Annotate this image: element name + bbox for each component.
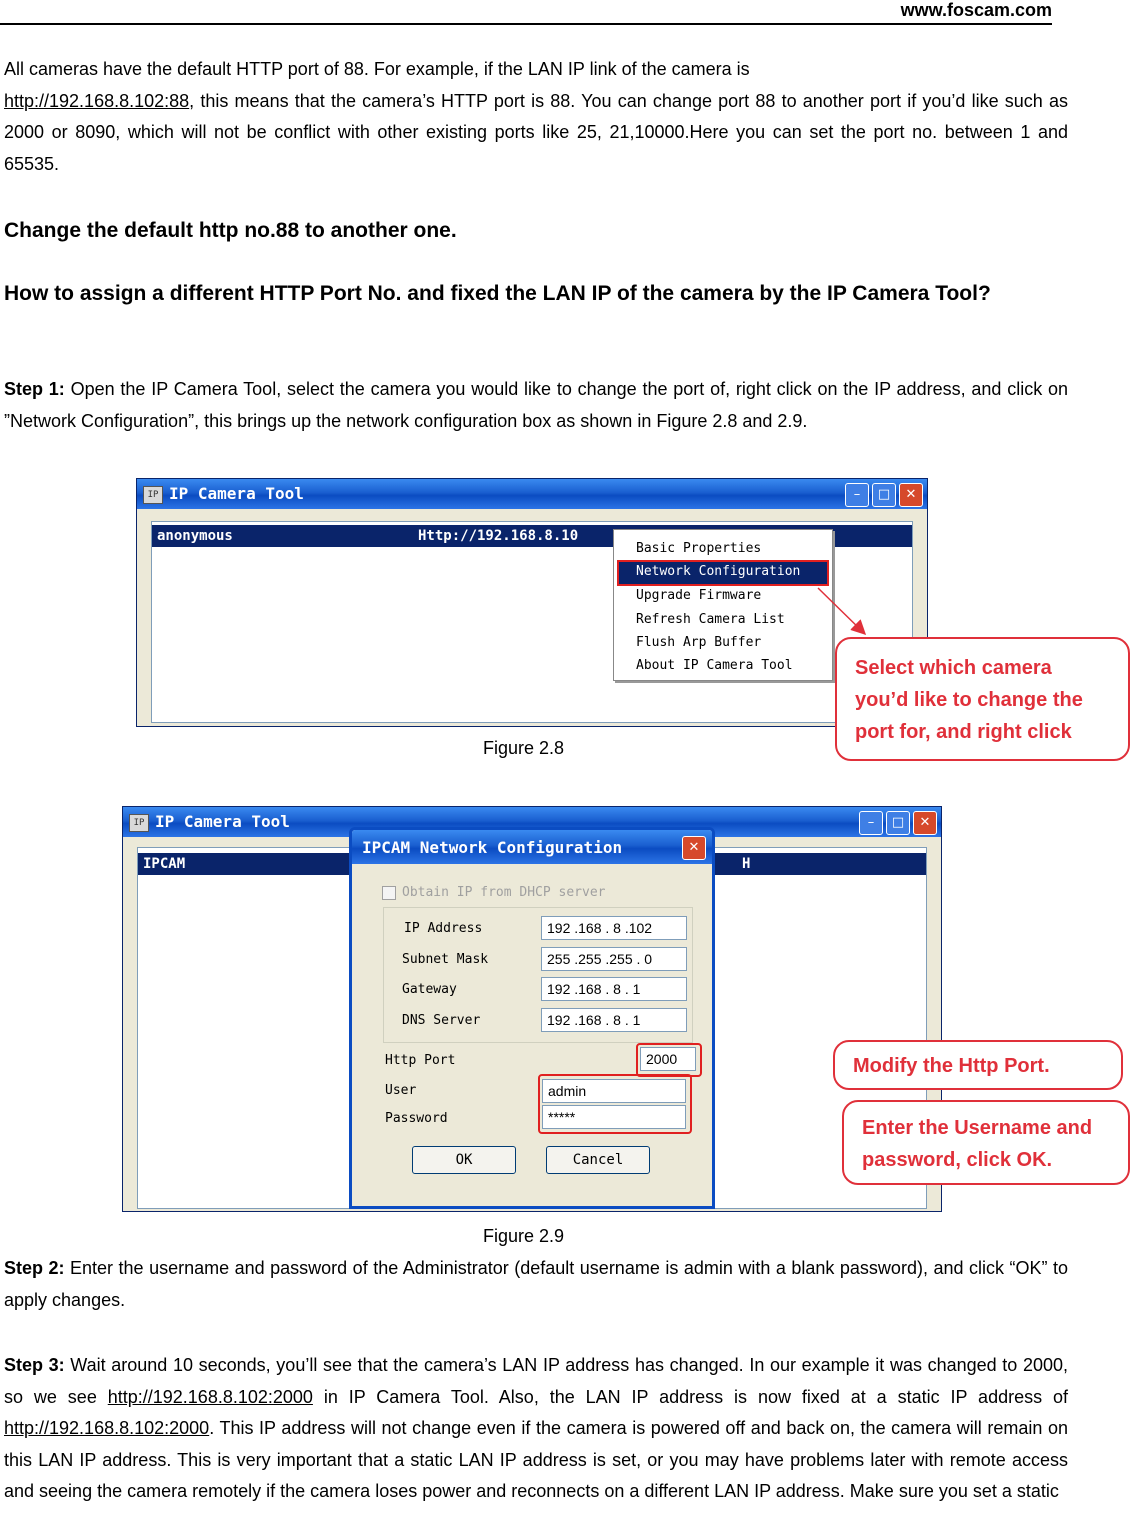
- step3-label: Step 3:: [4, 1355, 65, 1375]
- subnet-mask-label: Subnet Mask: [402, 952, 489, 967]
- user-field[interactable]: admin: [542, 1079, 686, 1103]
- user-label: User: [385, 1083, 417, 1098]
- heading-change-port: Change the default http no.88 to another one.: [4, 219, 457, 242]
- step2-paragraph: [4, 1253, 1068, 1316]
- callout-line-2: you’d like to change the: [855, 689, 1083, 711]
- step1-text: Open the IP Camera Tool, select the camera you would like to change the port of, right click on the IP address, and click on ”Network Configuration”, this brings up the network configuration box as shown in Figure 2.8 and 2.9.: [4, 379, 1068, 431]
- step2-text: Enter the username and password of the Administrator (default username is admin with a blank password), and click “OK” to apply changes.: [4, 1258, 1068, 1310]
- dhcp-checkbox[interactable]: [382, 886, 396, 900]
- intro-text-2: , this means that the camera’s HTTP port is 88. You can change port 88 to another port if you’d like such as 2000 or 8090, which will not be conflict with other existing ports like 25, 21,10000.Here you can set the port no. between 1 and 65535.: [4, 90, 1068, 174]
- menu-item-about[interactable]: About IP Camera Tool: [636, 658, 793, 673]
- minimize-icon[interactable]: –: [859, 811, 883, 835]
- cancel-button[interactable]: Cancel: [546, 1146, 650, 1174]
- step1-label: Step 1:: [4, 379, 65, 399]
- callout-select-camera: [835, 637, 1130, 761]
- callout-modify-port: [833, 1040, 1123, 1090]
- app-icon: IP: [129, 814, 149, 832]
- gateway-label: Gateway: [402, 982, 457, 997]
- callout-line-3: port for, and right click: [855, 721, 1072, 743]
- step3-text-2: in IP Camera Tool. Also, the LAN IP address is now fixed at a static IP address of: [312, 1386, 1069, 1407]
- dns-server-field[interactable]: 192 .168 . 8 . 1: [541, 1008, 687, 1032]
- close-icon[interactable]: ✕: [913, 811, 937, 835]
- dialog-close-icon[interactable]: ✕: [682, 836, 706, 860]
- step3-text-1: Wait around 10 seconds, you’ll see that the camera’s LAN IP address has changed. In our example it was changed to 2000, so we see: [4, 1355, 1068, 1407]
- figure8-window-title: IP Camera Tool: [169, 484, 304, 503]
- camera-name: anonymous: [157, 528, 233, 544]
- menu-item-basic-properties[interactable]: Basic Properties: [636, 541, 762, 556]
- menu-item-refresh-camera-list[interactable]: Refresh Camera List: [636, 612, 785, 627]
- http-port-highlight: [636, 1043, 702, 1077]
- app-icon: IP: [143, 486, 163, 504]
- ok-button[interactable]: OK: [412, 1146, 516, 1174]
- credentials-highlight: [538, 1074, 692, 1134]
- maximize-icon[interactable]: □: [886, 811, 910, 835]
- maximize-icon[interactable]: □: [872, 483, 896, 507]
- menu-item-upgrade-firmware[interactable]: Upgrade Firmware: [636, 588, 762, 603]
- camera-name: IPCAM: [143, 856, 186, 872]
- minimize-icon[interactable]: –: [845, 483, 869, 507]
- password-label: Password: [385, 1111, 448, 1126]
- figure8-caption: Figure 2.8: [483, 738, 565, 758]
- figure9-caption: Figure 2.9: [483, 1226, 565, 1246]
- heading-assign-port: How to assign a different HTTP Port No. and fixed the LAN IP of the camera by the IP Camera Tool?: [4, 282, 991, 305]
- callout-credentials-line-2: password, click OK.: [862, 1149, 1053, 1171]
- http-port-field[interactable]: 2000: [640, 1047, 696, 1071]
- camera-url: Http://192.168.8.10: [418, 528, 579, 544]
- figure9-window-title: IP Camera Tool: [155, 812, 290, 831]
- step2-label: Step 2:: [4, 1258, 65, 1278]
- intro-link[interactable]: http://192.168.8.102:88: [4, 90, 190, 111]
- step3-text-3: . This IP address will not change even if the camera is powered off and back on, the camera will remain on this LAN IP address. This is very important that a static LAN IP address is set, or you may have problems later with remote access and seeing the camera remotely if the camera loses power and reconnects on a different LAN IP address. Make sure you set a static: [4, 1418, 1068, 1501]
- dhcp-label: Obtain IP from DHCP server: [402, 885, 606, 900]
- subnet-mask-field[interactable]: 255 .255 .255 . 0: [541, 947, 687, 971]
- password-field[interactable]: *****: [542, 1105, 686, 1129]
- dialog-title: IPCAM Network Configuration: [362, 838, 623, 857]
- intro-text-1: All cameras have the default HTTP port of 88. For example, if the LAN IP link of the camera is: [4, 59, 750, 79]
- header-url: www.foscam.com: [900, 0, 1052, 20]
- step3-link-1[interactable]: http://192.168.8.102:2000: [107, 1386, 313, 1407]
- arrow-to-menu-callout: [818, 588, 865, 634]
- menu-item-flush-arp-buffer[interactable]: Flush Arp Buffer: [636, 635, 762, 650]
- menu-item-network-configuration-label: Network Configuration: [636, 564, 801, 579]
- dns-server-label: DNS Server: [402, 1013, 481, 1028]
- callout-port-text: Modify the Http Port.: [853, 1055, 1050, 1077]
- step3-link-2[interactable]: http://192.168.8.102:2000: [4, 1418, 210, 1438]
- ip-address-field[interactable]: 192 .168 . 8 .102: [541, 916, 687, 940]
- gateway-field[interactable]: 192 .168 . 8 . 1: [541, 977, 687, 1001]
- network-config-dialog: [349, 827, 715, 1209]
- step3-paragraph: [4, 1350, 1068, 1508]
- http-port-label: Http Port: [385, 1053, 456, 1068]
- callout-line-1: Select which camera: [855, 657, 1052, 679]
- callout-credentials-line-1: Enter the Username and: [862, 1117, 1093, 1139]
- ip-address-label: IP Address: [404, 921, 483, 936]
- dialog-titlebar: [352, 830, 712, 864]
- camera-col-h: H: [742, 856, 751, 872]
- close-icon[interactable]: ✕: [899, 483, 923, 507]
- callout-enter-credentials: [842, 1100, 1130, 1185]
